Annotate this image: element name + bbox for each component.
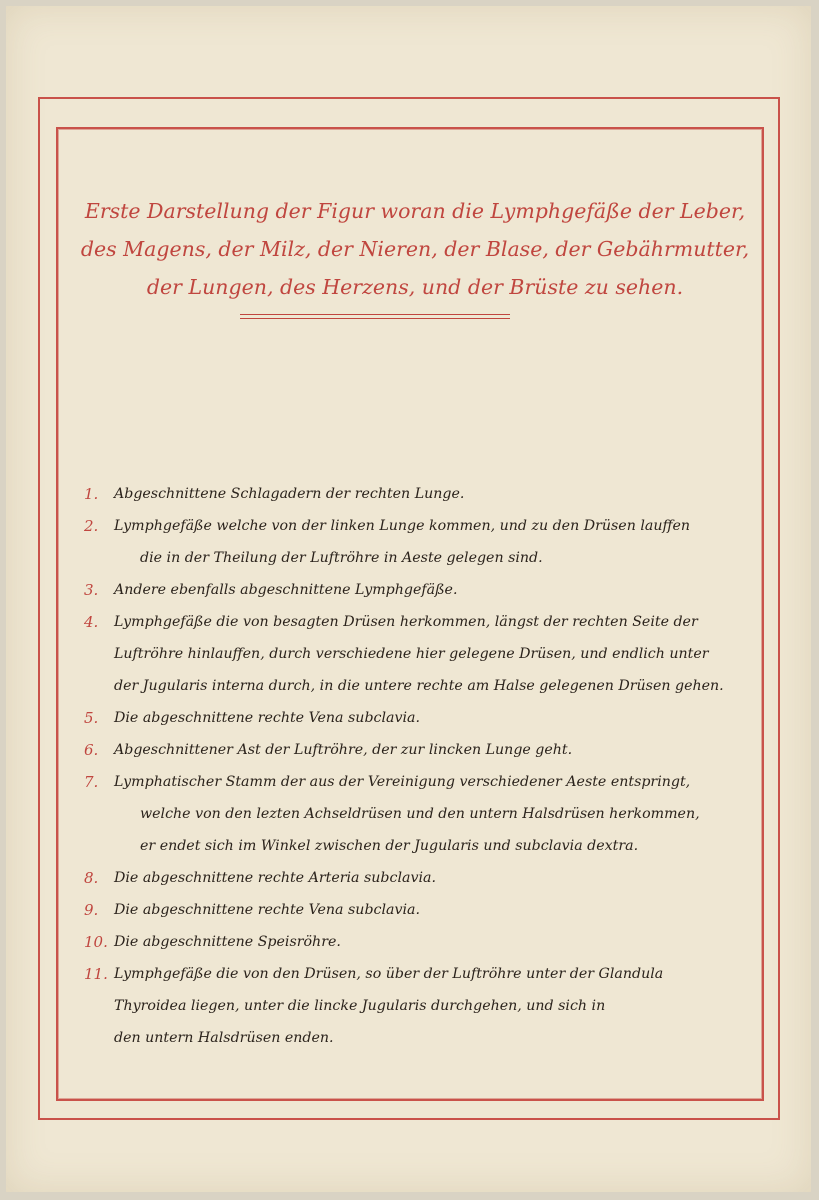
entry-line: Abgeschnittener Ast der Luftröhre, der zur lincken Lunge geht. xyxy=(114,742,573,758)
legend-entry-4 xyxy=(74,606,764,702)
entry-line: welche von den lezten Achseldrüsen und den untern Halsdrüsen herkommen, xyxy=(140,806,700,822)
entry-number: 11. xyxy=(84,965,108,983)
entry-text xyxy=(114,766,764,862)
entry-text xyxy=(114,958,764,1054)
entry-text xyxy=(114,510,764,574)
entry-number: 10. xyxy=(84,933,108,951)
entry-line: den untern Halsdrüsen enden. xyxy=(114,1030,334,1046)
entry-text xyxy=(114,734,764,766)
entry-number: 4. xyxy=(84,613,99,631)
title-line-2: des Magens, der Milz, der Nieren, der Blase, der Gebährmutter, xyxy=(80,237,750,261)
entry-line: die in der Theilung der Luftröhre in Aeste gelegen sind. xyxy=(140,550,543,566)
entry-number: 3. xyxy=(84,581,99,599)
entry-line: Lymphgefäße welche von der linken Lunge kommen, und zu den Drüsen lauffen xyxy=(114,518,691,534)
entry-line: Die abgeschnittene rechte Arteria subclavia. xyxy=(114,870,436,886)
title-underline xyxy=(240,314,510,319)
legend-entry-9 xyxy=(74,894,764,926)
entry-line: Abgeschnittene Schlagadern der rechten Lunge. xyxy=(114,486,465,502)
entry-number: 9. xyxy=(84,901,99,919)
entry-number: 1. xyxy=(84,485,99,503)
entry-text xyxy=(114,606,764,702)
entry-text xyxy=(114,702,764,734)
entry-line: Thyroidea liegen, unter die lincke Jugularis durchgehen, und sich in xyxy=(114,998,606,1014)
entry-number: 7. xyxy=(84,773,99,791)
entry-number: 6. xyxy=(84,741,99,759)
entry-text xyxy=(114,862,764,894)
entry-number: 2. xyxy=(84,517,99,535)
legend-entry-7 xyxy=(74,766,764,862)
entry-text xyxy=(114,926,764,958)
entry-text xyxy=(114,478,764,510)
entry-line: Die abgeschnittene Speisröhre. xyxy=(114,934,341,950)
legend-entry-5 xyxy=(74,702,764,734)
legend-entry-2 xyxy=(74,510,764,574)
legend-entry-1 xyxy=(74,478,764,510)
legend-entry-8 xyxy=(74,862,764,894)
entry-line: Lymphgefäße die von den Drüsen, so über der Luftröhre unter der Glandula xyxy=(114,966,664,982)
legend-entry-11 xyxy=(74,958,764,1054)
legend-entry-3 xyxy=(74,574,764,606)
entry-line: Andere ebenfalls abgeschnittene Lymphgefäße. xyxy=(114,582,458,598)
entry-number: 5. xyxy=(84,709,99,727)
entry-line: er endet sich im Winkel zwischen der Jugularis und subclavia dextra. xyxy=(140,838,639,854)
entry-number: 8. xyxy=(84,869,99,887)
entry-line: Luftröhre hinlauffen, durch verschiedene hier gelegene Drüsen, und endlich unter xyxy=(114,646,709,662)
entry-line: Die abgeschnittene rechte Vena subclavia. xyxy=(114,710,420,726)
legend-list xyxy=(74,478,764,1054)
page-title xyxy=(70,192,760,306)
entry-line: der Jugularis interna durch, in die untere rechte am Halse gelegenen Drüsen gehen. xyxy=(114,678,724,694)
entry-line: Die abgeschnittene rechte Vena subclavia. xyxy=(114,902,420,918)
title-line-1: Erste Darstellung der Figur woran die Lymphgefäße der Leber, xyxy=(84,199,746,223)
entry-text xyxy=(114,894,764,926)
entry-text xyxy=(114,574,764,606)
legend-entry-6 xyxy=(74,734,764,766)
entry-line: Lymphatischer Stamm der aus der Vereinigung verschiedener Aeste entspringt, xyxy=(114,774,691,790)
title-line-3: der Lungen, des Herzens, und der Brüste zu sehen. xyxy=(146,275,684,299)
entry-line: Lymphgefäße die von besagten Drüsen herkommen, längst der rechten Seite der xyxy=(114,614,698,630)
legend-entry-10 xyxy=(74,926,764,958)
